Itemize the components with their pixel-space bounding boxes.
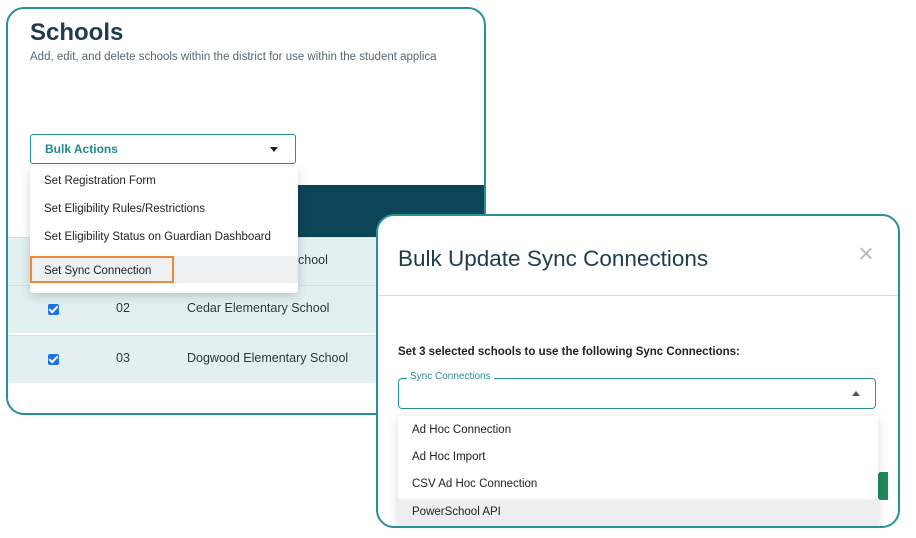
- dialog-instruction: Set 3 selected schools to use the following Sync Connections:: [398, 346, 740, 358]
- row-checkbox[interactable]: [48, 304, 59, 315]
- school-id-cell: 02: [116, 301, 130, 315]
- bulk-actions-menu: [30, 167, 298, 293]
- page-subtitle: Add, edit, and delete schools within the district for use within the student applica: [30, 51, 437, 63]
- school-name-cell: Dogwood Elementary School: [187, 351, 349, 365]
- row-checkbox[interactable]: [48, 354, 59, 365]
- page-title: Schools: [30, 19, 124, 46]
- school-name-cell: Cedar Elementary School: [187, 301, 330, 315]
- school-name-cell: chool: [298, 253, 328, 267]
- sync-connections-label: Sync Connections: [407, 371, 494, 382]
- close-icon[interactable]: [858, 246, 874, 262]
- divider: [378, 295, 900, 296]
- dialog-title: Bulk Update Sync Connections: [398, 246, 709, 271]
- menu-item-set-eligibility-rules[interactable]: Set Eligibility Rules/Restrictions: [44, 203, 206, 215]
- option-ad-hoc-import[interactable]: Ad Hoc Import: [412, 451, 486, 463]
- chevron-up-icon: [852, 391, 860, 396]
- bulk-actions-label: Bulk Actions: [45, 142, 118, 156]
- sync-connections-select[interactable]: [398, 371, 876, 409]
- bulk-actions-dropdown[interactable]: [30, 134, 296, 164]
- option-ad-hoc-connection[interactable]: Ad Hoc Connection: [412, 424, 512, 436]
- sync-connections-menu: [398, 416, 878, 528]
- option-csv-ad-hoc-connection[interactable]: CSV Ad Hoc Connection: [412, 478, 538, 490]
- option-powerschool-api[interactable]: PowerSchool API: [398, 499, 878, 526]
- bulk-update-dialog: [376, 214, 900, 528]
- menu-item-set-eligibility-status[interactable]: Set Eligibility Status on Guardian Dashboard: [44, 231, 271, 243]
- save-button[interactable]: [878, 472, 888, 500]
- chevron-down-icon: [270, 147, 278, 152]
- school-id-cell: 03: [116, 351, 130, 365]
- menu-item-set-sync-connection[interactable]: Set Sync Connection: [30, 256, 174, 283]
- menu-item-set-registration-form[interactable]: Set Registration Form: [44, 175, 156, 187]
